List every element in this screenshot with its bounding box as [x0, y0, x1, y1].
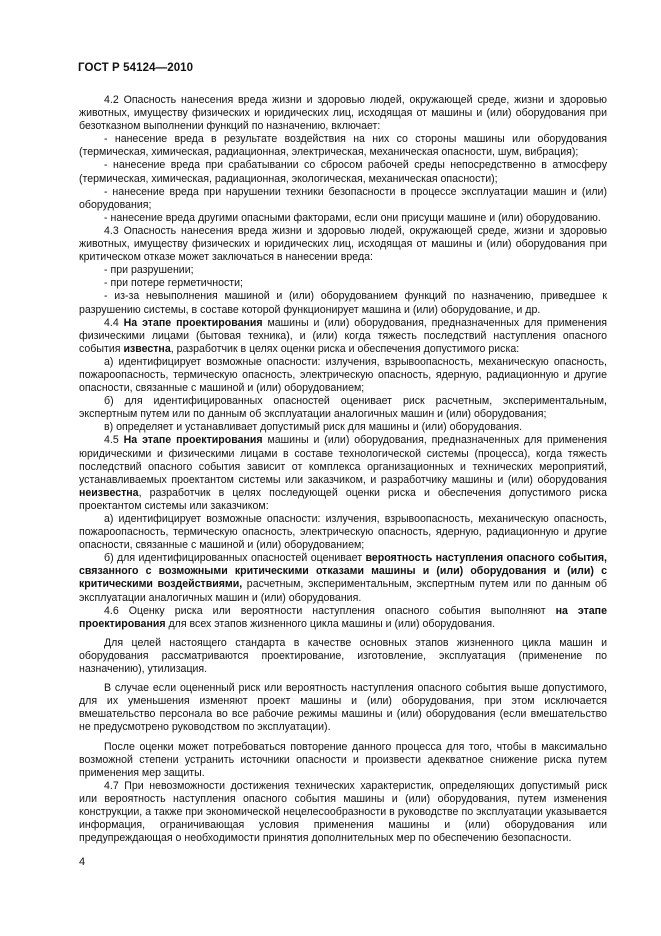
- paragraph: [79, 780, 607, 845]
- text-run: - нанесение вреда в результате воздействия на них со стороны машины или оборудования (термическая, химическая, радиационная, электрическая, механическая опасности, шум, вибрация);: [79, 133, 607, 159]
- bold-text: неизвестна: [79, 486, 139, 499]
- text-run: Для целей настоящего стандарта в качестве основных этапов жизненного цикла машин и оборудования рассматриваются проектирование, изготовление, эксплуатация (применение по назначению), утилизация.: [79, 636, 607, 676]
- text-run: После оценки может потребоваться повторение данного процесса для того, чтобы в максимально возможной степени устранить источники опасности и произвести адекватное снижение риска путем применения мер защиты.: [79, 740, 607, 779]
- text-run: б) для идентифицированных опасностей оценивает риск расчетным, экспериментальным, экспертным путем или по данным об эксплуатации аналогичных машин и (или) оборудования;: [79, 395, 607, 421]
- paragraph: [79, 513, 607, 552]
- paragraph: [79, 212, 607, 225]
- text-run: - нанесение вреда при нарушении техники безопасности в процессе эксплуатации машин и (или) оборудования;: [79, 185, 607, 211]
- text-run: 4.6 Оценку риска или вероятности наступления опасного события выполняют: [104, 604, 556, 617]
- text-run: машины и (или) оборудования, предназначенных для применения юридическими и физическими лицами в составе технологической системы (процесса), когда тяжесть последствий опасного события зависит от комплекса организационных и технических мероприятий, устанавливаемых проектантом системы или заказчиком, и разработчику машины и (или) оборудования: [79, 434, 608, 486]
- paragraph: [79, 605, 607, 631]
- document-header: ГОСТ Р 54124—2010: [78, 62, 194, 74]
- paragraph: [79, 317, 607, 356]
- text-run: 4.7 При невозможности достижения технических характеристик, определяющих допустимый риск или вероятность наступления опасного события машины и (или) оборудования, путем изменения конструкции, а также при экономической нецелесообразности в руководстве по эксплуатации указывается информация, ограничивающая условия применения машины и (или) оборудования или предупреждающая о необходимости принятия дополнительных мер по обеспечению безопасности.: [79, 779, 607, 845]
- paragraph: [79, 290, 607, 316]
- paragraph: [79, 264, 607, 277]
- text-run: - при потере герметичности;: [104, 277, 243, 290]
- paragraph: [79, 277, 607, 290]
- text-run: 4.3 Опасность нанесения вреда жизни и здоровью людей, окружающей среде, жизни и здоровью животных, имуществу физических и юридических лиц, исходящая от машины и (или) оборудования при критическом отказе может заключаться в нанесении вреда:: [79, 224, 607, 264]
- text-run: - нанесение вреда другими опасными факторами, если они присущи машине и (или) оборудованию.: [104, 211, 601, 224]
- text-run: в) определяет и устанавливает допустимый риск для машины и (или) оборудования.: [104, 421, 523, 434]
- text-run: , разработчик в целях оценки риска и обеспечения допустимого риска:: [170, 342, 520, 355]
- paragraph: [79, 421, 607, 434]
- paragraph: [79, 552, 607, 604]
- text-run: б) для идентифицированных опасностей оценивает: [104, 552, 366, 565]
- text-run: расчетным, экспериментальным, экспертным путем или по данным об эксплуатации аналогичных машин и (или) оборудования.: [79, 578, 607, 604]
- paragraph: [79, 225, 607, 264]
- bold-text: На этапе проектирования: [123, 316, 263, 329]
- paragraph: [79, 637, 607, 676]
- text-run: 4.5: [104, 434, 124, 447]
- text-run: 4.2 Опасность нанесения вреда жизни и здоровью людей, окружающей среде, жизни и здоровью животных, имуществу физических и юридических лиц, исходящая от машины и (или) оборудования при безотказном выполнении функций по назначению, включает:: [79, 94, 607, 133]
- bold-text: на этапе проектирования: [79, 604, 607, 630]
- document-body: [79, 94, 607, 845]
- paragraph: [79, 682, 607, 734]
- paragraph: [79, 159, 607, 185]
- paragraph: [79, 133, 607, 159]
- text-run: для всех этапов жизненного цикла машины и (или) оборудования.: [165, 617, 496, 630]
- text-run: - при разрушении;: [104, 264, 194, 277]
- text-run: В случае если оцененный риск или вероятность наступления опасного события выше допустимого, для их уменьшения изменяют проект машины и (или) оборудования, при этом исключается вмешательство персонала во все рабочие режимы машины и (или) оборудования (если вмешательство не предусмотрено руководством по эксплуатации).: [79, 682, 607, 734]
- text-run: 4.4: [104, 316, 124, 329]
- text-run: машины и (или) оборудования, предназначенных для применения физическими лицами (бытовая техника), и (или) когда тяжесть последствий наступления опасного события: [79, 316, 608, 355]
- text-run: - нанесение вреда при срабатывании со сбросом рабочей среды непосредственно в атмосферу (термическая, химическая, радиационная, экологическая, механическая опасности);: [79, 159, 607, 185]
- paragraph: [79, 741, 607, 780]
- bold-text: вероятность наступления опасного события, связанного с возможными критическими отказами машины и (или) оборудования и (или) с критическими воздействиями,: [79, 552, 607, 591]
- paragraph: [79, 434, 607, 513]
- paragraph: [79, 395, 607, 421]
- paragraph: [79, 356, 607, 395]
- text-run: , разработчик в целях последующей оценки риска и обеспечения допустимого риска проектантом системы или заказчиком:: [79, 486, 607, 512]
- paragraph: [79, 94, 607, 133]
- text-run: а) идентифицирует возможные опасности: излучения, взрывоопасность, механическую опасность, пожароопасность, термическую опасность, электрическую опасность, ядерную, радиационную и другие опасности, связанные с машиной и (или) оборудованием;: [79, 513, 607, 552]
- bold-text: известна: [123, 342, 171, 355]
- text-run: а) идентифицирует возможные опасности: излучения, взрывоопасность, механическую опасность, пожароопасность, термическую опасность, электрическую опасность, ядерную, радиационную и другие опасности, связанные с машиной и (или) оборудованием;: [79, 355, 607, 395]
- bold-text: На этапе проектирования: [123, 434, 263, 447]
- paragraph: [79, 186, 607, 212]
- text-run: - из-за невыполнения машиной и (или) оборудованием функций по назначению, приведшее к разрушению системы, в составе которой функционирует машина и (или) оборудование, и др.: [79, 290, 607, 316]
- page-number: 4: [79, 856, 86, 868]
